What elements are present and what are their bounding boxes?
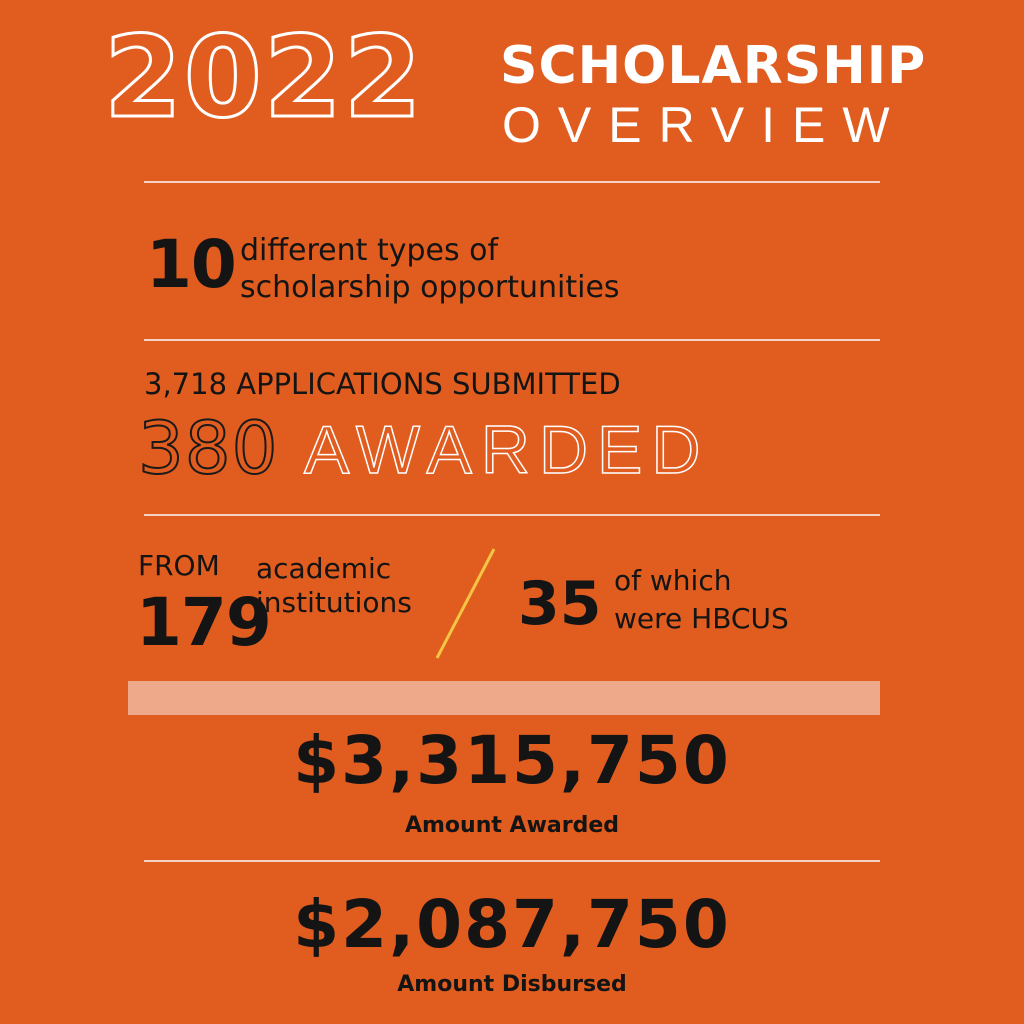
title-scholarship: SCHOLARSHIP (500, 36, 927, 96)
divider-2 (144, 339, 880, 341)
divider-3 (144, 514, 880, 516)
amount-awarded-value: $3,315,750 (293, 722, 731, 799)
highlight-band (128, 681, 880, 715)
institutions-line-1: academic (256, 552, 392, 585)
types-description (240, 232, 620, 306)
institutions-count: 179 (136, 584, 271, 661)
hbcu-description (614, 562, 789, 638)
types-line-2: scholarship opportunities (240, 270, 620, 305)
hbcu-line-1: of which (614, 564, 732, 597)
amount-disbursed-label: Amount Disbursed (397, 972, 627, 997)
divider-1 (144, 181, 880, 183)
awarded-count: 380 (138, 406, 279, 490)
applications-submitted: 3,718 APPLICATIONS SUBMITTED (144, 367, 621, 401)
title-overview: OVERVIEW (502, 97, 907, 153)
slash-line (437, 549, 494, 658)
awarded-label: AWARDED (304, 412, 710, 488)
amount-disbursed-value: $2,087,750 (293, 886, 731, 963)
amount-awarded-label: Amount Awarded (404, 813, 620, 838)
from-label: FROM (138, 549, 220, 582)
hbcu-line-2: were HBCUS (614, 602, 789, 635)
divider-4 (144, 860, 880, 862)
types-line-1: different types of (240, 233, 499, 268)
institutions-description (256, 552, 412, 620)
institutions-line-2: institutions (256, 586, 412, 619)
year-title: 2022 (104, 13, 424, 143)
hbcu-count: 35 (518, 569, 602, 639)
types-count: 10 (146, 226, 236, 303)
